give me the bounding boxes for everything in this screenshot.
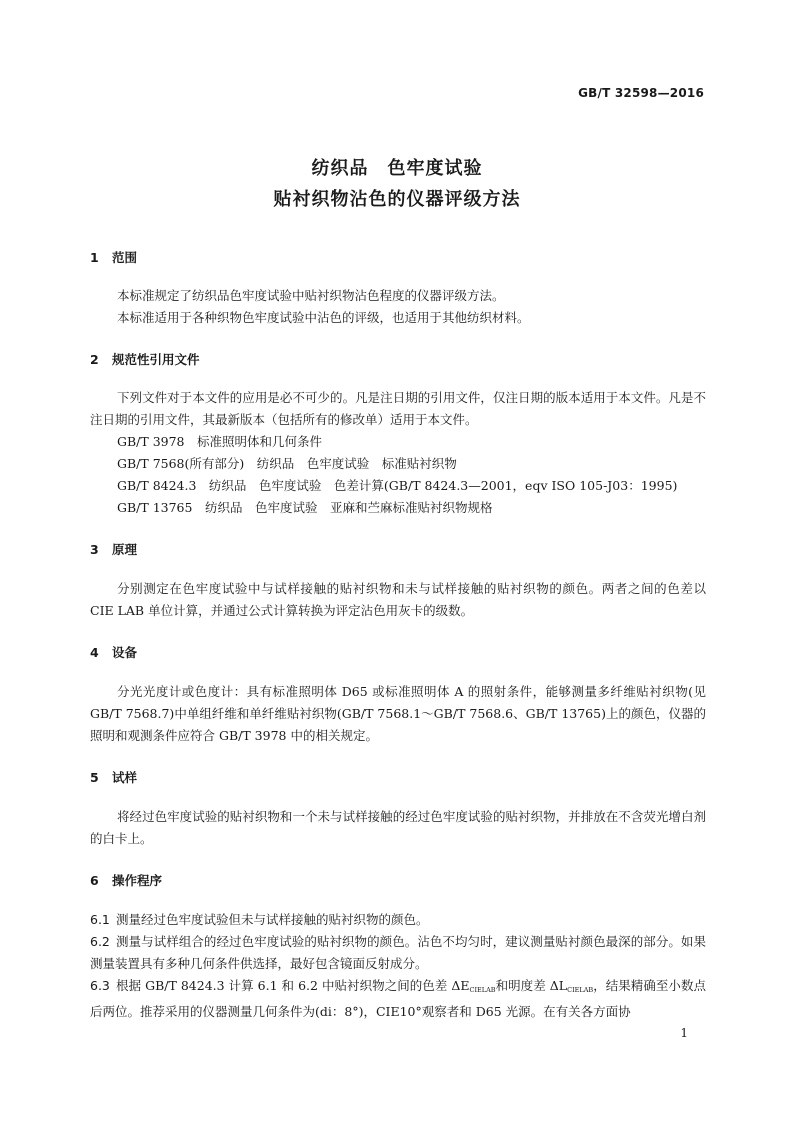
clause-6-2 xyxy=(90,931,706,975)
section-3-heading xyxy=(90,540,706,560)
document-body xyxy=(90,248,706,1023)
section-6-heading xyxy=(90,871,706,891)
reference-item: GB/T 7568(所有部分) 纺织品 色牢度试验 标准贴衬织物 xyxy=(117,456,457,471)
clause-text-part: 和明度差 ΔL xyxy=(495,978,568,993)
clause-number: 6.2 xyxy=(90,934,110,949)
section-title: 试样 xyxy=(112,770,138,785)
section-number: 6 xyxy=(90,873,99,888)
section-5-heading xyxy=(90,768,706,788)
section-number: 5 xyxy=(90,770,99,785)
section-number: 1 xyxy=(90,250,99,265)
section-title: 范围 xyxy=(112,250,138,265)
section-4-heading xyxy=(90,643,706,663)
section-number: 4 xyxy=(90,645,99,660)
clause-text-part: 根据 GB/T 8424.3 计算 6.1 和 6.2 中贴衬织物之间的色差 ΔE xyxy=(116,978,470,993)
section-3-paragraph-1: 分别测定在色牢度试验中与试样接触的贴衬织物和未与试样接触的贴衬织物的颜色。两者之间的色差以 CIE LAB 单位计算，并通过公式计算转换为评定沾色用灰卡的级数。 xyxy=(90,581,706,618)
section-number: 2 xyxy=(90,352,99,367)
clause-6-3 xyxy=(90,975,706,1023)
section-1-paragraph-2: 本标准适用于各种织物色牢度试验中沾色的评级，也适用于其他纺织材料。 xyxy=(117,310,530,325)
standard-code: GB/T 32598—2016 xyxy=(578,86,704,100)
clause-text-part: ，结果精确至小数点后两位。推荐采用的仪器测量几何条件为(di：8°)，CIE10°观察者和 D65 光源。在有关各方面协 xyxy=(90,978,706,1019)
section-2-heading xyxy=(90,350,706,370)
section-4-paragraph-1: 分光光度计或色度计：具有标准照明体 D65 或标准照明体 A 的照射条件，能够测量多纤维贴衬织物(见 GB/T 7568.7)中单组纤维和单纤维贴衬织物(GB/T 7568.1～GB/T 7568.6、GB/T 13765)上的颜色，仪器的照明和观测条件应符合 GB/T 3978 中的相关规定。 xyxy=(90,684,706,743)
section-2-paragraph-1: 下列文件对于本文件的应用是必不可少的。凡是注日期的引用文件，仅注日期的版本适用于本文件。凡是不注日期的引用文件，其最新版本（包括所有的修改单）适用于本文件。 xyxy=(90,390,706,427)
section-title: 设备 xyxy=(112,645,138,660)
document-title xyxy=(0,153,794,215)
clause-number: 6.1 xyxy=(90,912,110,927)
section-number: 3 xyxy=(90,542,99,557)
reference-item: GB/T 3978 标准照明体和几何条件 xyxy=(117,434,323,449)
reference-item: GB/T 13765 纺织品 色牢度试验 亚麻和苎麻标准贴衬织物规格 xyxy=(117,500,493,515)
section-title: 原理 xyxy=(112,542,138,557)
section-1-paragraph-1: 本标准规定了纺织品色牢度试验中贴衬织物沾色程度的仪器评级方法。 xyxy=(117,288,505,303)
section-1-heading xyxy=(90,248,706,268)
title-line-1: 纺织品 色牢度试验 xyxy=(311,158,483,179)
clause-text: 测量经过色牢度试验但未与试样接触的贴衬织物的颜色。 xyxy=(116,912,429,927)
clause-number: 6.3 xyxy=(90,978,110,993)
section-5-paragraph-1: 将经过色牢度试验的贴衬织物和一个未与试样接触的经过色牢度试验的贴衬织物，并排放在不含荧光增白剂的白卡上。 xyxy=(90,809,706,846)
clause-text: 测量与试样组合的经过色牢度试验的贴衬织物的颜色。沾色不均匀时，建议测量贴衬颜色最深的部分。如果测量装置具有多种几何条件供选择，最好包含镜面反射成分。 xyxy=(90,934,706,971)
subscript-cielab: CIELAB xyxy=(567,986,594,994)
page-number: 1 xyxy=(680,1026,688,1040)
section-title: 操作程序 xyxy=(112,873,163,888)
subscript-cielab: CIELAB xyxy=(469,986,496,994)
clause-6-1 xyxy=(90,909,706,931)
title-line-2: 贴衬织物沾色的仪器评级方法 xyxy=(273,189,521,210)
reference-item: GB/T 8424.3 纺织品 色牢度试验 色差计算(GB/T 8424.3—2001，eqv ISO 105-J03：1995) xyxy=(117,478,678,493)
section-title: 规范性引用文件 xyxy=(112,352,200,367)
